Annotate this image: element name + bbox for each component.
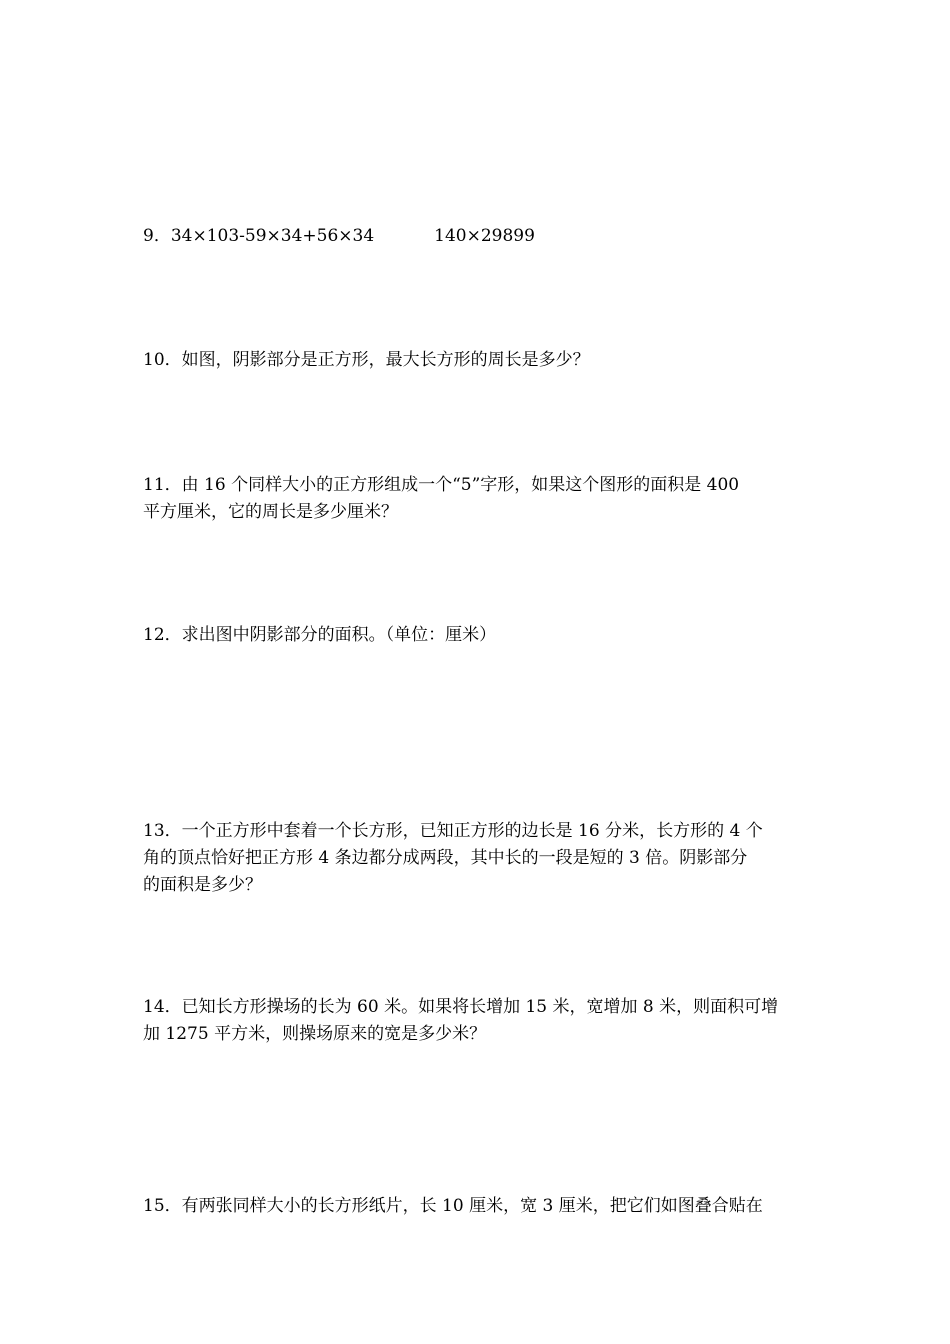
question-13 [143, 818, 811, 899]
question-13-line-1: 13．一个正方形中套着一个长方形，已知正方形的边长是 16 分米，长方形的 4 个 [143, 821, 763, 841]
question-11 [143, 472, 811, 526]
question-9-expression-1: 34×103-59×34+56×34 [170, 226, 375, 246]
question-11-line-2: 平方厘米，它的周长是多少厘米？ [143, 502, 398, 522]
question-14-line-2: 加 1275 平方米，则操场原来的宽是多少米？ [143, 1024, 487, 1044]
question-10-line-1: 10．如图，阴影部分是正方形，最大长方形的周长是多少？ [143, 350, 590, 370]
question-11-line-1: 11．由 16 个同样大小的正方形组成一个“5”字形，如果这个图形的面积是 400 [143, 475, 740, 495]
question-9 [143, 223, 811, 250]
question-14 [143, 994, 811, 1048]
question-15-line-1: 15．有两张同样大小的长方形纸片，长 10 厘米，宽 3 厘米，把它们如图叠合贴在 [143, 1196, 763, 1216]
question-15 [143, 1193, 811, 1220]
question-9-label: 9． [143, 226, 171, 246]
question-12-line-1: 12．求出图中阴影部分的面积。（单位：厘米） [143, 625, 497, 645]
question-12 [143, 622, 811, 649]
question-9-expression-2: 140×29899 [434, 226, 535, 246]
question-9-line [143, 223, 811, 250]
question-14-line-1: 14．已知长方形操场的长为 60 米。如果将长增加 15 米，宽增加 8 米，则面积可增 [143, 997, 779, 1017]
question-13-line-3: 的面积是多少？ [143, 875, 262, 895]
question-13-line-2: 角的顶点恰好把正方形 4 条边都分成两段，其中长的一段是短的 3 倍。阴影部分 [143, 848, 748, 868]
question-10 [143, 347, 811, 374]
